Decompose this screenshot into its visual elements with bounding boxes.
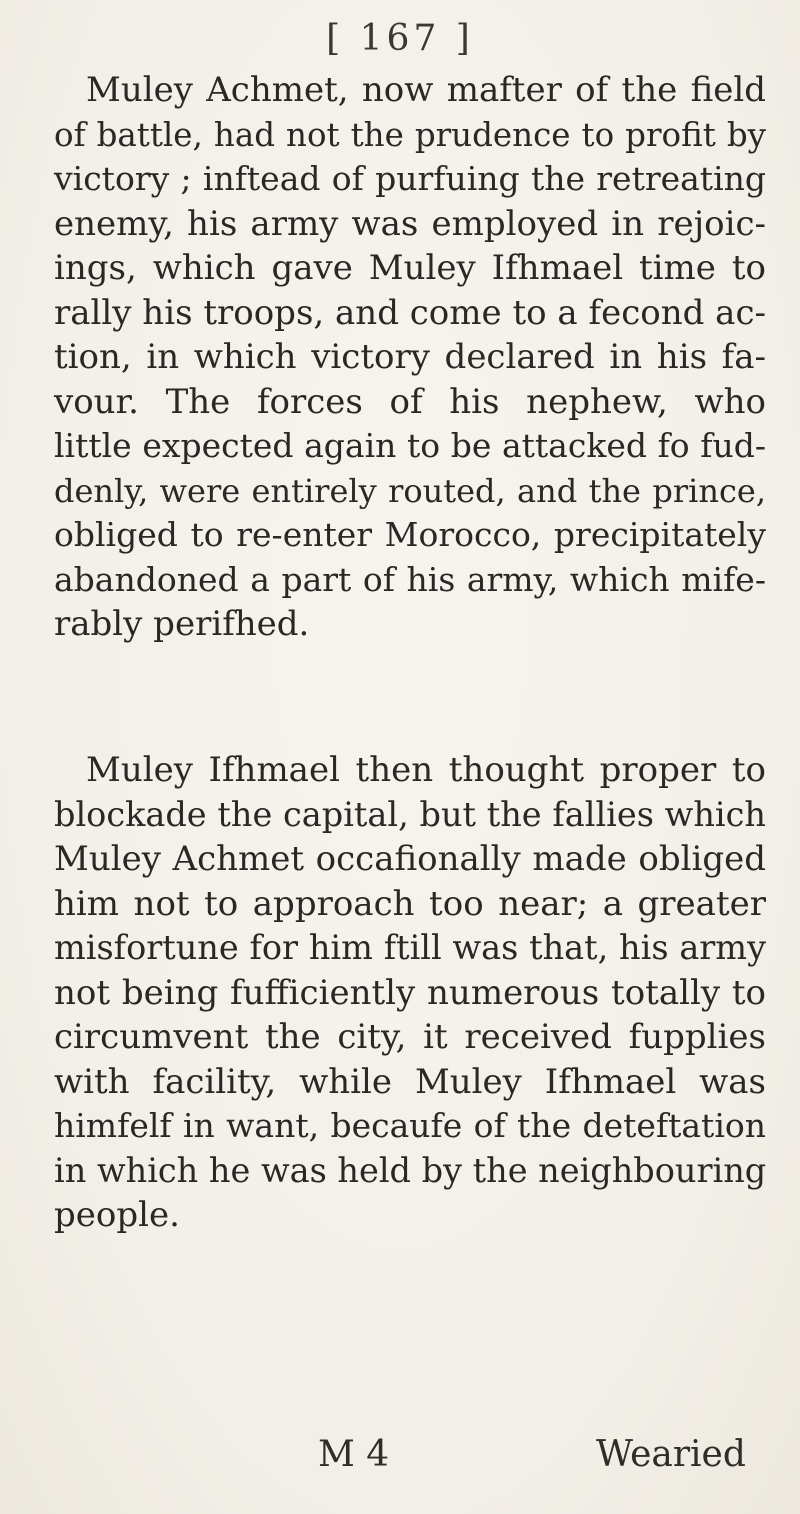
text-line: denly, were entirely routed, and the prince, xyxy=(54,471,766,510)
text-line: misfortune for him ftill was that, his army xyxy=(54,928,766,967)
text-line: not being fufficiently numerous totally to xyxy=(54,972,766,1013)
text-line: blockade the capital, but the fallies which xyxy=(54,794,766,834)
text-line: Muley Achmet, now mafter of the field xyxy=(86,70,766,110)
signature-mark: M 4 xyxy=(318,1434,390,1475)
text-line: Muley Ifhmael then thought proper to xyxy=(86,750,766,790)
text-line: abandoned a part of his army, which mife- xyxy=(54,559,766,599)
text-line: in which he was held by the neighbouring xyxy=(54,1150,767,1190)
text-line: with facility, while Muley Ifhmael was xyxy=(54,1061,766,1102)
paragraph-1 xyxy=(54,68,766,647)
text-line: tion, in which victory declared in his fa- xyxy=(54,337,766,377)
text-line: obliged to re-enter Morocco, precipitately xyxy=(54,515,766,554)
text-line: of battle, had not the prudence to profit by xyxy=(54,115,766,154)
text-line: rably perifhed. xyxy=(54,604,310,644)
text-line: vour. The forces of his nephew, who xyxy=(54,381,766,422)
text-line: circumvent the city, it received fupplies xyxy=(54,1017,766,1057)
text-line: ings, which gave Muley Ifhmael time to xyxy=(54,248,766,288)
page-number: [ 167 ] xyxy=(326,18,474,59)
text-line: himfelf in want, becaufe of the deteftation xyxy=(54,1106,766,1145)
text-line: him not to approach too near; a greater xyxy=(54,883,766,924)
text-line: rally his troops, and come to a fecond ac- xyxy=(54,292,766,333)
text-line: Muley Achmet occafionally made obliged xyxy=(54,839,766,879)
text-line: people. xyxy=(54,1195,180,1235)
text-line: little expected again to be attacked fo fud- xyxy=(54,426,766,465)
text-line: enemy, his army was employed in rejoic- xyxy=(54,203,766,244)
text-line: victory ; inftead of purfuing the retreating xyxy=(54,159,766,198)
paragraph-2 xyxy=(54,748,766,1238)
catchword: Wearied xyxy=(596,1434,746,1475)
